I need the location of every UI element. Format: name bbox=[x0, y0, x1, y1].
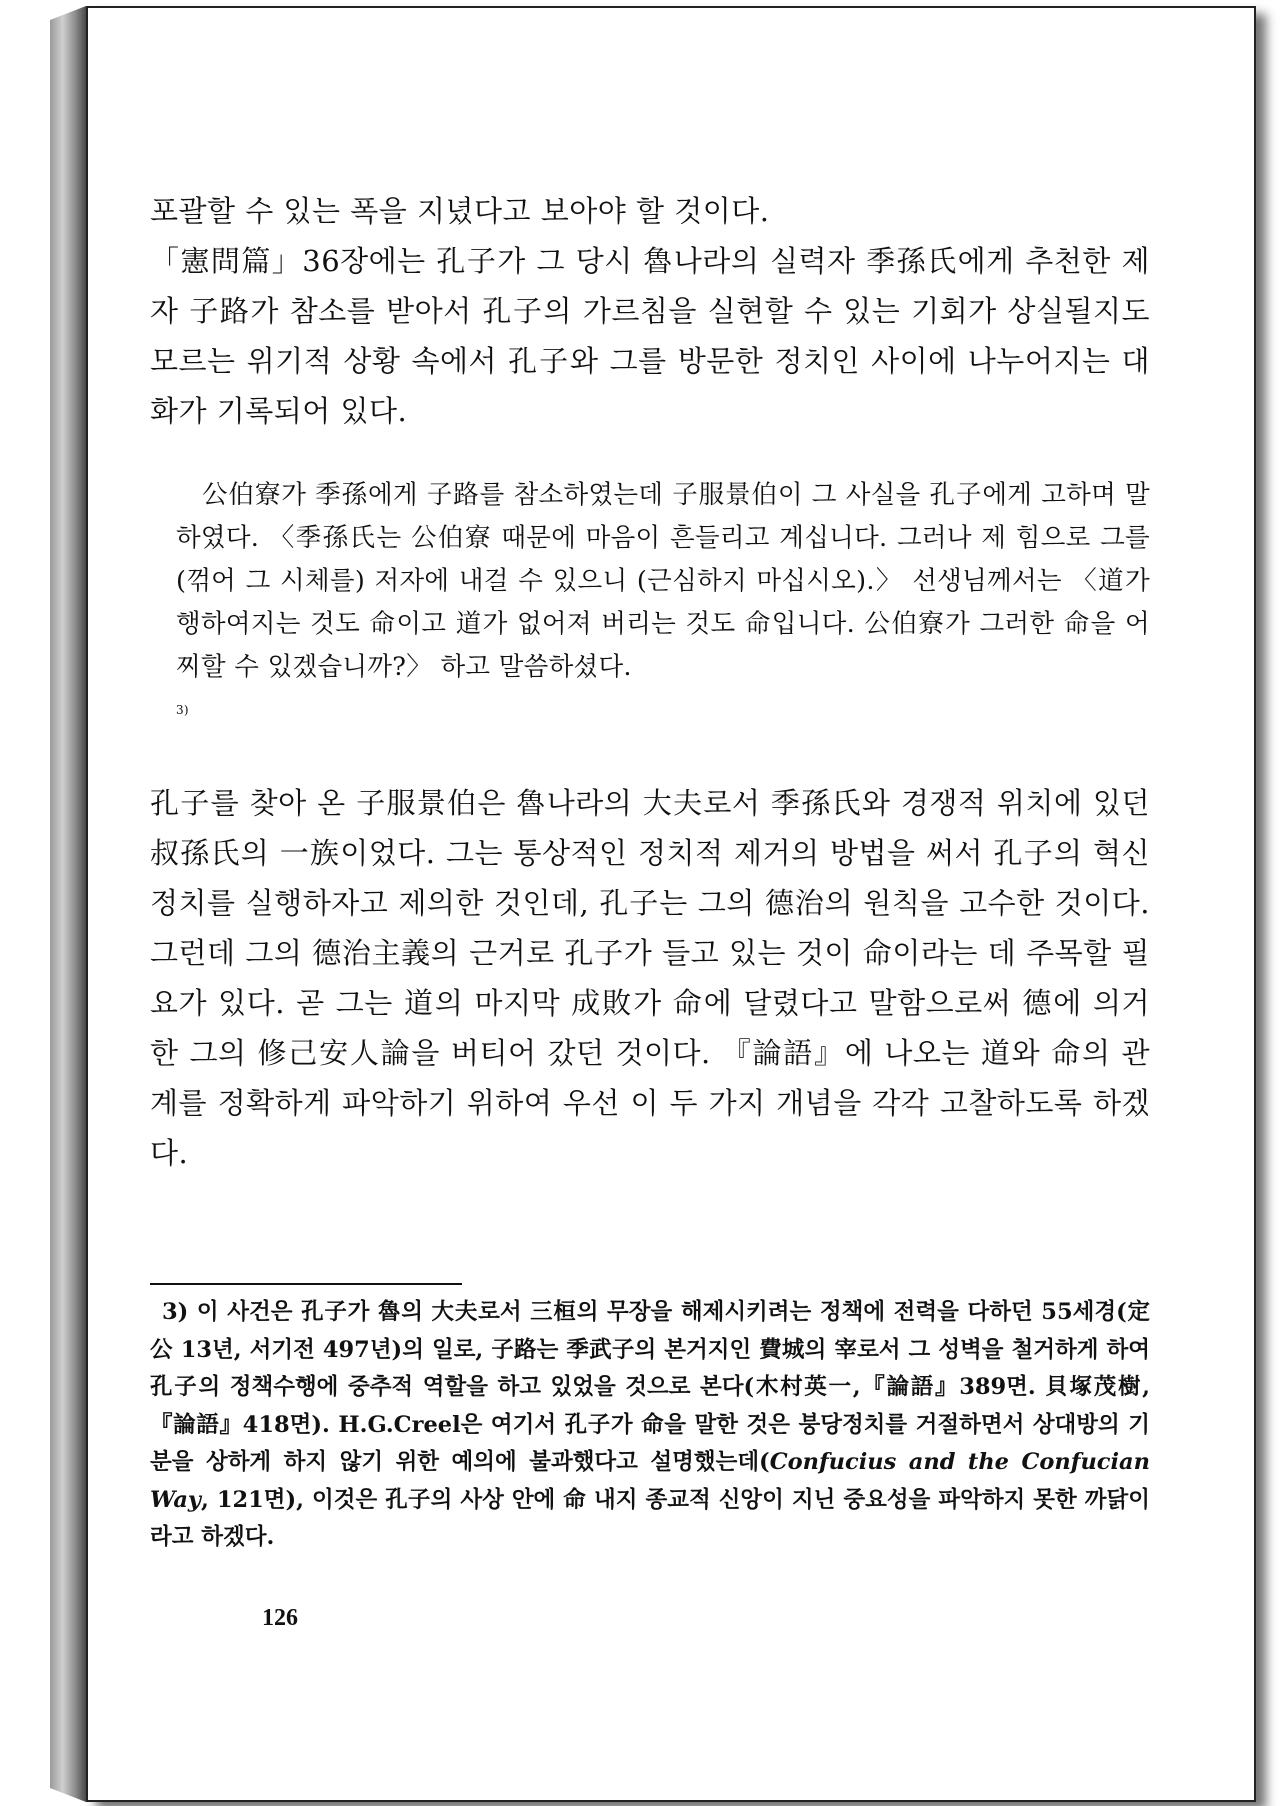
main-text bbox=[150, 186, 1150, 1178]
footnote-divider bbox=[150, 1283, 462, 1285]
footnote bbox=[150, 1294, 1150, 1557]
footnote-book-title: Confucius and the Confucian Way bbox=[150, 1449, 1150, 1513]
block-quote bbox=[150, 474, 1150, 738]
paragraph-continued: 포괄할 수 있는 폭을 지녔다고 보아야 할 것이다. bbox=[150, 194, 770, 228]
page-number: 126 bbox=[262, 1605, 298, 1631]
footnote-text-end: , 121면), 이것은 孔子의 사상 안에 命 내지 종교적 신앙이 지닌 중요성을 파악하지 못한 까닭이라고 하겠다. bbox=[150, 1486, 1150, 1550]
quote-text: 公伯寮가 季孫에게 子路를 참소하였는데 子服景伯이 그 사실을 孔子에게 고하며 말하였다. 〈季孫氏는 公伯寮 때문에 마음이 흔들리고 계십니다. 그러나 제 힘으로 그를(꺾어 그 시체를) 저자에 내걸 수 있으니 (근심하지 마십시오).〉 선생님께서는 〈道가 행하여지는 것도 命이고 道가 없어져 버리는 것도 命입니다. 公伯寮가 그러한 命을 어찌할 수 있겠습니까?〉 하고 말씀하셨다. bbox=[176, 480, 1150, 682]
footnote-marker: 3) bbox=[176, 703, 189, 717]
footnote-text: 이 사건은 孔子가 魯의 大夫로서 三桓의 무장을 해제시키려는 정책에 전력을 다하던 55세경(定公 13년, 서기전 497년)의 일로, 子路는 季武子의 본거지인 費城의 宰로서 그 성벽을 철거하게 하여 孔子의 정책수행에 중추적 역할을 하고 있었을 것으로 본다(木村英一,『論語』389면. 貝塚茂樹,『論語』418면). H.G.Creel은 여기서 孔子가 命을 말한 것은 붕당정치를 거절하면서 상대방의 기분을 상하게 하지 않기 위한 예의에 불과했다고 설명했는데( bbox=[150, 1299, 1150, 1475]
footnote-number: 3) bbox=[162, 1299, 189, 1325]
book-spine-edge bbox=[50, 6, 86, 1802]
paragraph-analysis: 孔子를 찾아 온 子服景伯은 魯나라의 大夫로서 季孫氏와 경쟁적 위치에 있던 叔孫氏의 一族이었다. 그는 통상적인 정치적 제거의 방법을 써서 孔子의 혁신정치를 실행하자고 제의한 것인데, 孔子는 그의 德治의 원칙을 고수한 것이다. 그런데 그의 德治主義의 근거로 孔子가 들고 있는 것이 命이라는 데 주목할 필요가 있다. 곧 그는 道의 마지막 成敗가 命에 달렸다고 말함으로써 德에 의거한 그의 修己安人論을 버티어 갔던 것이다. 『論語』에 나오는 道와 命의 관계를 정확하게 파악하기 위하여 우선 이 두 가지 개념을 각각 고찰하도록 하겠다. bbox=[150, 785, 1150, 1170]
paragraph-intro: 「憲問篇」36장에는 孔子가 그 당시 魯나라의 실력자 季孫氏에게 추천한 제자 子路가 참소를 받아서 孔子의 가르침을 실현할 수 있는 기회가 상실될지도 모르는 위기적 상황 속에서 孔子와 그를 방문한 정치인 사이에 나누어지는 대화가 기록되어 있다. bbox=[150, 244, 1150, 428]
